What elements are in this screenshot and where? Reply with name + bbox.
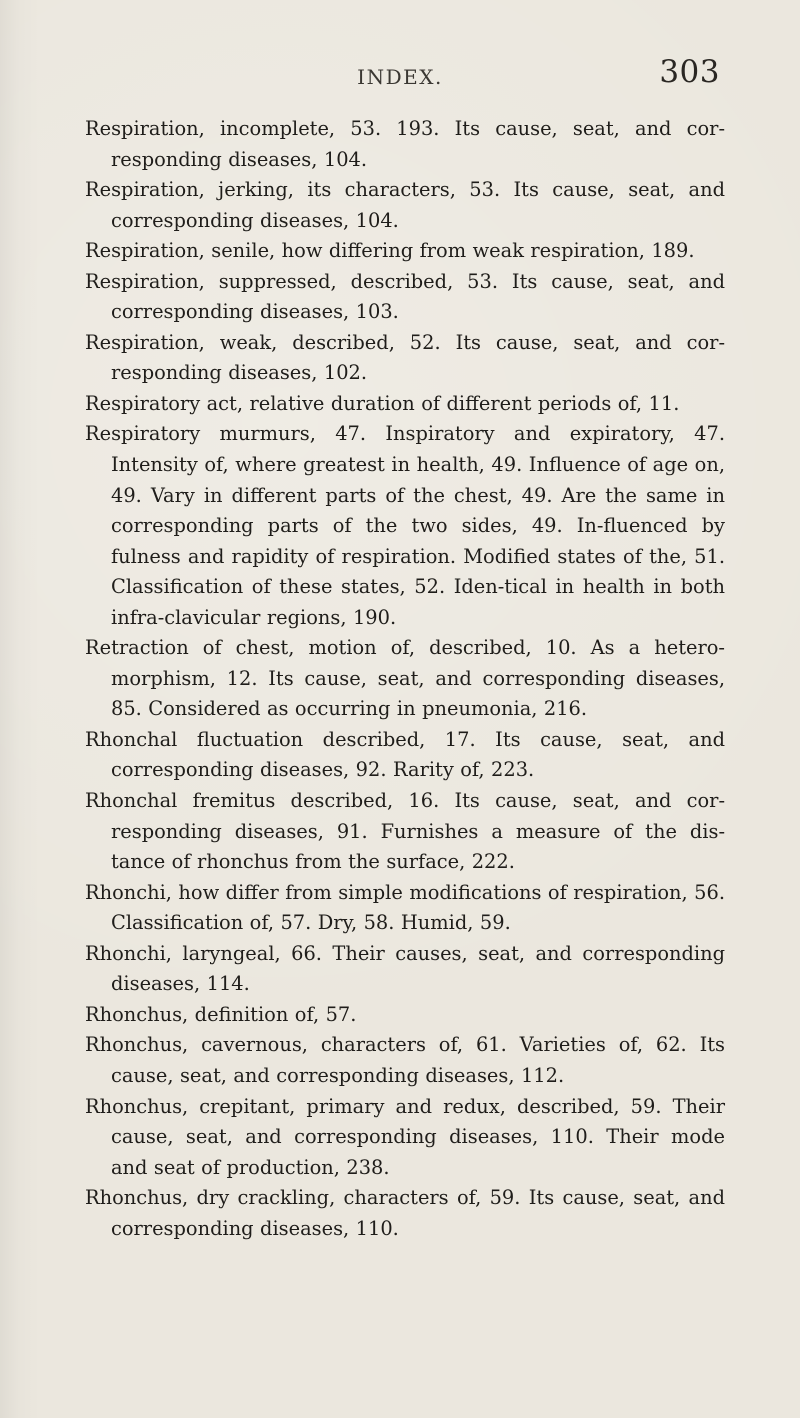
index-entry-respiration-jerking: Respiration, jerking, its characters, 53. Its cause, seat, and corresponding diseases, 104. [85, 178, 725, 232]
running-head: INDEX. [357, 65, 443, 89]
index-entry-respiration-incomplete: Respiration, incomplete, 53. 193. Its cause, seat, and cor-responding diseases, 104. [85, 117, 725, 171]
index-entry-rhonchal-fluctuation: Rhonchal fluctuation described, 17. Its cause, seat, and corresponding diseases, 92. Rarity of, 223. [85, 727, 725, 782]
index-entry-respiration-senile: Respiration, senile, how differing from weak respiration, 189. [85, 239, 695, 263]
index-entry-rhonchi: Rhonchi, how differ from simple modifications of respiration, 56. Classification of, 57. Dry, 58. Humid, 59. [85, 880, 725, 935]
index-entry-retraction-of-chest: Retraction of chest, motion of, described, 10. As a hetero-morphism, 12. Its cause, seat, and corresponding diseases, 85. Considered as occurring in pneumonia, 216. [85, 636, 725, 721]
index-entry-rhonchus-definition: Rhonchus, definition of, 57. [85, 1002, 357, 1026]
index-entry-respiration-suppressed: Respiration, suppressed, described, 53. Its cause, seat, and corresponding diseases, 103. [85, 269, 725, 324]
index-entry-respiratory-act: Respiratory act, relative duration of different periods of, 11. [85, 391, 680, 415]
page-header [80, 54, 720, 94]
index-entry-respiratory-murmurs: Respiratory murmurs, 47. Inspiratory and expiratory, 47. Intensity of, where greatest in health, 49. Influence of age on, 49. Vary in different parts of the chest, 49. Are the same in corresponding parts of the two sides, 49. In-fluenced by fulness and rapidity of respiration. Modified states of the, 51. Classification of these states, 52. Iden-tical in health in both infra-clavicular regions, 190. [85, 422, 725, 629]
index-entry-rhonchus-dry-crackling: Rhonchus, dry crackling, characters of, 59. Its cause, seat, and corresponding diseases, 110. [85, 1186, 725, 1240]
index-entry-rhonchal-fremitus: Rhonchal fremitus described, 16. Its cause, seat, and cor-responding diseases, 91. Furnishes a measure of the dis-tance of rhonchus from the surface, 222. [85, 789, 725, 874]
page-number: 303 [659, 54, 720, 90]
index-entry-rhonchi-laryngeal: Rhonchi, laryngeal, 66. Their causes, seat, and corresponding diseases, 114. [85, 941, 725, 996]
index-entries [85, 114, 725, 1244]
index-entry-rhonchus-cavernous: Rhonchus, cavernous, characters of, 61. Varieties of, 62. Its cause, seat, and corresponding diseases, 112. [85, 1033, 725, 1087]
index-entry-respiration-weak: Respiration, weak, described, 52. Its cause, seat, and cor-responding diseases, 102. [85, 330, 725, 385]
index-entry-rhonchus-crepitant: Rhonchus, crepitant, primary and redux, described, 59. Their cause, seat, and corresponding diseases, 110. Their mode and seat of production, 238. [85, 1094, 725, 1179]
